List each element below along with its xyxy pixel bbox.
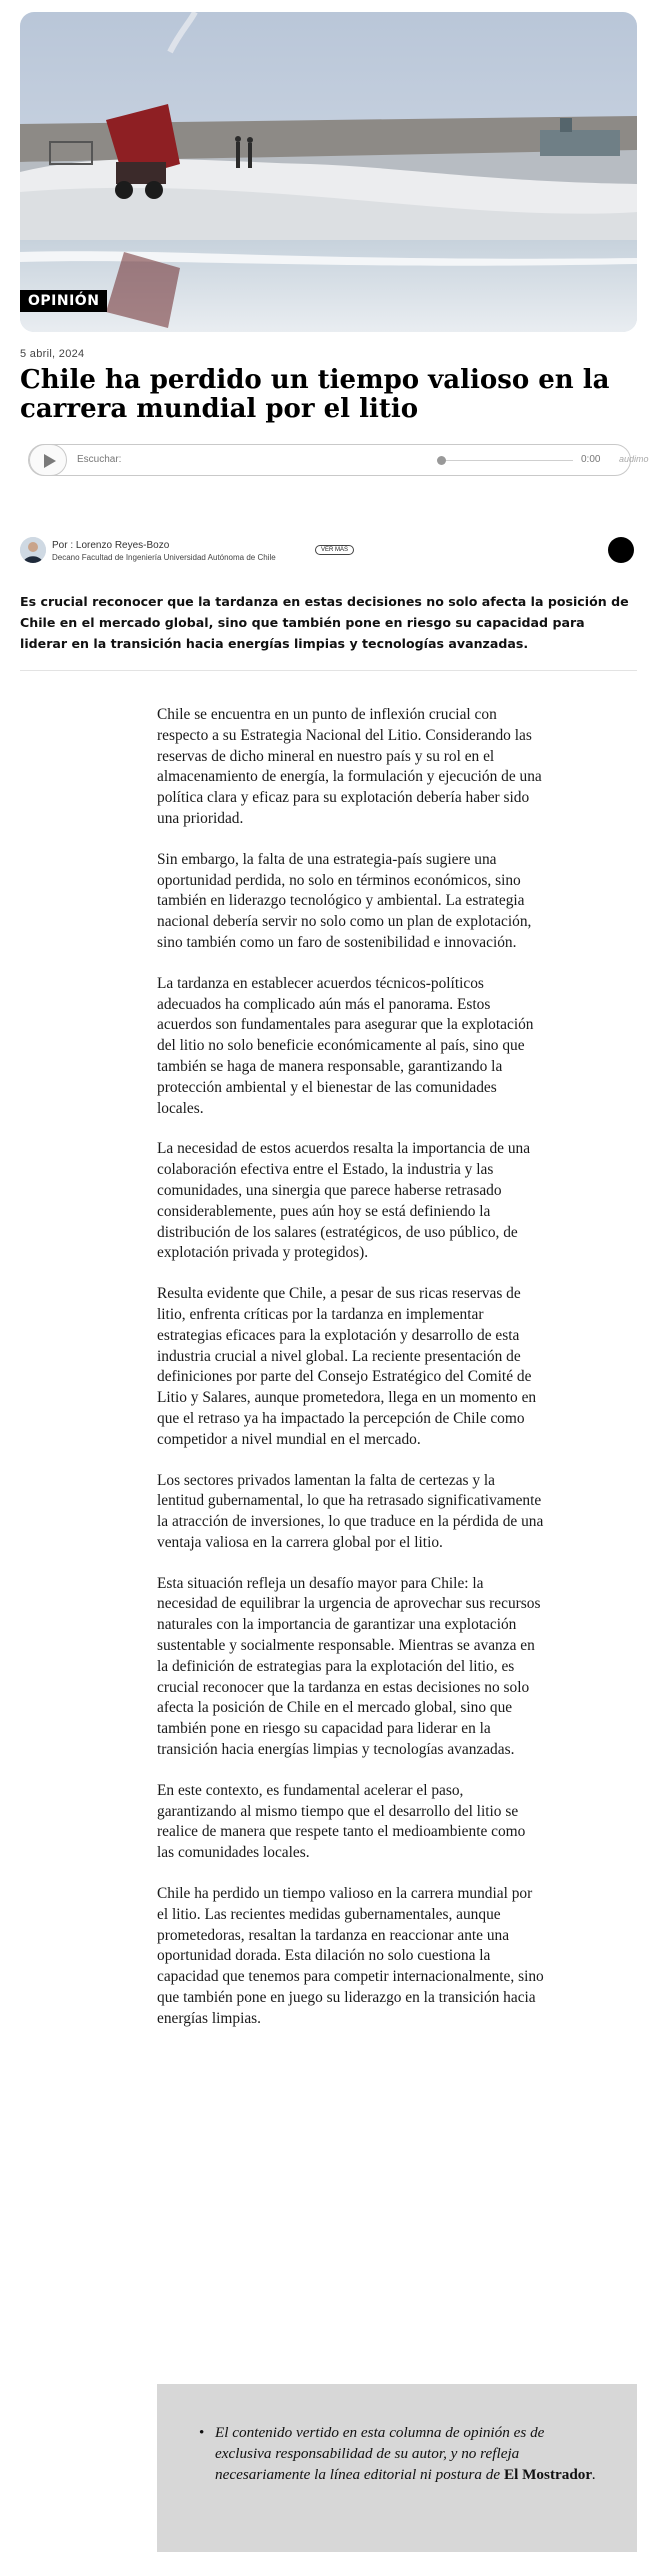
disclaimer-end: . — [592, 2466, 596, 2483]
paragraph: Chile ha perdido un tiempo valioso en la carrera mundial por el litio. Las recientes medidas gubernamentales, aunque prometedoras, resaltan la tardanza en reaccionar ante una oportunidad dorada. Esta dilación no solo cuestiona la capacidad que tenemos para competir internacionalmente, sino que también pone en juego su liderazgo en la transición hacia energías limpias. — [157, 1885, 544, 2027]
play-icon[interactable] — [29, 444, 67, 476]
listen-label: Escuchar: — [77, 454, 122, 465]
menu-circle-icon[interactable] — [608, 537, 634, 563]
paragraph: Sin embargo, la falta de una estrategia-país sugiere una oportunidad perdida, no solo en términos económicos, sino también en liderazgo tecnológico y ambiental. La estrategia nacional debería servir no solo como un plan de explotación, sino también como un faro de sostenibilidad e innovación. — [157, 850, 532, 951]
paragraph: Esta situación refleja un desafío mayor para Chile: la necesidad de equilibrar la urgencia de aprovechar sus recursos naturales con la importancia de garantizar una explotación sustentable y socialmente responsable. Mientras se avanza en la definición de estrategias para la explotación del litio, es crucial reconocer que la tardanza en estas decisiones no solo afecta la posición de Chile en el mercado global, sino que también pone en riesgo su capacidad para liderar en la transición hacia energías limpias y tecnologías avanzadas. — [157, 1574, 541, 1759]
salt-flat-photo — [20, 12, 637, 332]
hero-image — [20, 12, 637, 332]
paragraph: La necesidad de estos acuerdos resalta la importancia de una colaboración efectiva entre el Estado, la industria y las comunidades, una sinergia que parece haberse retrasado considerablemente, pues aún hoy se está definiendo la distribución de los salares (estratégicos, de uso público, de explotación privada y protegidos). — [157, 1140, 531, 1262]
article-body — [157, 705, 544, 2050]
author-name[interactable]: Por : Lorenzo Reyes-Bozo — [52, 540, 170, 551]
publish-date: 5 abril, 2024 — [20, 348, 85, 360]
outlet-name: El Mostrador — [503, 2466, 593, 2483]
audio-time: 0:00 — [581, 454, 601, 465]
audio-progress-track[interactable] — [441, 460, 573, 461]
paragraph: La tardanza en establecer acuerdos técnicos-políticos adecuados ha complicado aún más el panorama. Estos acuerdos son fundamentales para asegurar que la explotación del litio no solo beneficie económicamente al país, sino que también se haga de manera responsable, garantizando la protección ambiental y el bienestar de las comunidades locales. — [157, 974, 534, 1117]
paragraph: Los sectores privados lamentan la falta de certezas y la lentitud gubernamental, lo que ha retrasado significativamente la atracción de inversiones, lo que traduce en la pérdida de una ventaja valiosa en la carrera global por el litio. — [157, 1471, 544, 1551]
divider — [20, 670, 637, 671]
disclaimer-text: El contenido vertido en esta columna de opinión es de exclusiva responsabilidad de su autor, y no refleja necesariamente la línea editorial ni postura de — [215, 2424, 545, 2483]
paragraph: En este contexto, es fundamental acelerar el paso, garantizando al mismo tiempo que el desarrollo del litio se realice de manera que respete tanto el medioambiente como las comunidades locales. — [157, 1781, 526, 1862]
author-role: Decano Facultad de Ingeniería Universidad Autónoma de Chile — [52, 553, 276, 562]
audio-progress-knob[interactable] — [437, 456, 446, 465]
author-block — [20, 537, 637, 567]
disclaimer-item — [215, 2422, 597, 2485]
article-title: Chile ha perdido un tiempo valioso en la carrera mundial por el litio — [20, 365, 610, 424]
section-badge[interactable]: OPINIÓN — [20, 290, 107, 312]
article-lead: Es crucial reconocer que la tardanza en estas decisiones no solo afecta la posición de Chile en el mercado global, sino que también pone en riesgo su capacidad para liderar en la transición hacia energías limpias y tecnologías avanzadas. — [20, 594, 629, 651]
paragraph: Chile se encuentra en un punto de inflexión crucial con respecto a su Estrategia Nacional del Litio. Considerando las reservas de dicho mineral en nuestro país y su rol en el almacenamiento de energía, la formulación y ejecución de una política clara y eficaz para su explotación debería haber sido una prioridad. — [157, 706, 542, 827]
disclaimer-box — [157, 2384, 637, 2552]
audio-player — [28, 444, 649, 476]
audio-brand[interactable]: audimo — [619, 454, 649, 464]
paragraph: Resulta evidente que Chile, a pesar de sus ricas reservas de litio, enfrenta críticas por la tardanza en implementar estrategias eficaces para la explotación y desarrollo de esta industria crucial a nivel global. La reciente presentación de definiciones por parte del Consejo Estratégico del Comité de Litio y Salares, aunque prometedora, llega en un momento en que el retraso ya ha impactado la percepción de Chile como competidor a nivel mundial en el mercado. — [157, 1285, 537, 1448]
see-more-button[interactable]: VER MÁS — [315, 545, 354, 555]
author-avatar[interactable] — [20, 537, 46, 563]
